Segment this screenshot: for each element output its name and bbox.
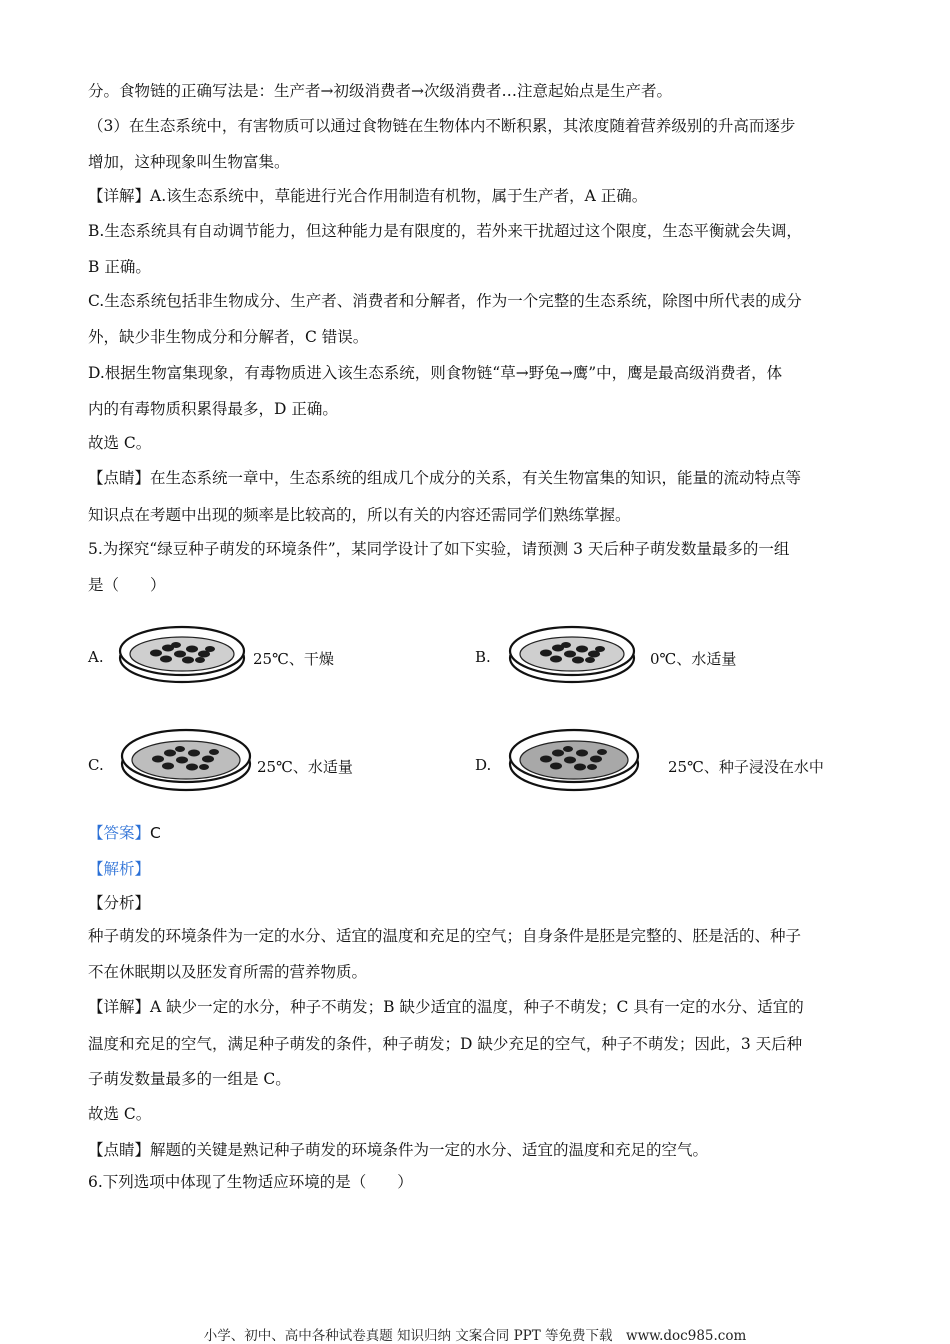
option-b-condition: 0℃、水适量	[650, 650, 737, 668]
text-line: 【点睛】解题的关键是熟记种子萌发的环境条件为一定的水分、适宜的温度和充足的空气。	[88, 1141, 709, 1159]
text-line: 故选 C。	[88, 1105, 152, 1123]
text-line: 知识点在考题中出现的频率是比较高的，所以有关的内容还需同学们熟练掌握。	[88, 506, 631, 524]
text-line: 故选 C。	[88, 434, 152, 452]
text-line: （3）在生态系统中，有害物质可以通过食物链在生物体内不断积累，其浓度随着营养级别的升高而逐步	[88, 117, 796, 135]
option-c-letter: C.	[88, 756, 104, 774]
option-a-condition: 25℃、干燥	[253, 650, 334, 668]
text-line: 【详解】A 缺少一定的水分，种子不萌发；B 缺少适宜的温度，种子不萌发；C 具有一定的水分、适宜的	[88, 998, 804, 1016]
text-line: 子萌发数量最多的一组是 C。	[88, 1070, 291, 1088]
petri-dish-icon	[506, 722, 648, 798]
petri-dish-icon	[116, 620, 252, 690]
answer-label: 【答案】	[88, 824, 151, 842]
answer-value: C	[150, 824, 161, 842]
option-b-letter: B.	[475, 648, 491, 666]
option-d-letter: D.	[475, 756, 492, 774]
text-line: C.生态系统包括非生物成分、生产者、消费者和分解者，作为一个完整的生态系统，除图中所代表的成分	[88, 292, 802, 310]
text-line: 温度和充足的空气，满足种子萌发的条件，种子萌发；D 缺少充足的空气，种子不萌发；因此，3 天后种	[88, 1035, 803, 1053]
text-line: 【点睛】在生态系统一章中，生态系统的组成几个成分的关系，有关生物富集的知识，能量的流动特点等	[88, 469, 802, 487]
analysis-label: 【解析】	[88, 860, 151, 878]
text-line: 增加，这种现象叫生物富集。	[88, 153, 290, 171]
text-line: 分。食物链的正确写法是：生产者→初级消费者→次级消费者…注意起始点是生产者。	[88, 82, 672, 100]
option-d-condition: 25℃、种子浸没在水中	[668, 758, 824, 776]
petri-dish-icon	[506, 620, 642, 690]
question-5-stem: 5.为探究“绿豆种子萌发的环境条件”，某同学设计了如下实验，请预测 3 天后种子萌发数量最多的一组	[88, 540, 790, 558]
text-line: 【详解】A.该生态系统中，草能进行光合作用制造有机物，属于生产者，A 正确。	[88, 187, 648, 205]
option-c-condition: 25℃、水适量	[257, 758, 353, 776]
page-footer: 小学、初中、高中各种试卷真题 知识归纳 文案合同 PPT 等免费下载 www.doc985.com	[203, 1328, 747, 1344]
text-line: 种子萌发的环境条件为一定的水分、适宜的温度和充足的空气；自身条件是胚是完整的、胚是活的、种子	[88, 927, 802, 945]
text-line: D.根据生物富集现象，有毒物质进入该生态系统，则食物链“草→野兔→鹰”中，鹰是最高级消费者，体	[88, 364, 783, 382]
text-line: 【分析】	[88, 894, 151, 912]
question-5-stem: 是（ ）	[88, 576, 166, 594]
text-line: B.生态系统具有自动调节能力，但这种能力是有限度的，若外来干扰超过这个限度，生态平衡就会失调，	[88, 222, 802, 240]
text-line: 内的有毒物质积累得最多，D 正确。	[88, 400, 338, 418]
text-line: B 正确。	[88, 258, 151, 276]
text-line: 外，缺少非生物成分和分解者，C 错误。	[88, 328, 369, 346]
option-a-letter: A.	[88, 648, 104, 666]
text-line: 不在休眠期以及胚发育所需的营养物质。	[88, 963, 368, 981]
answer-line	[88, 823, 161, 843]
petri-dish-icon	[118, 722, 260, 798]
question-6-stem: 6.下列选项中体现了生物适应环境的是（ ）	[88, 1173, 413, 1191]
